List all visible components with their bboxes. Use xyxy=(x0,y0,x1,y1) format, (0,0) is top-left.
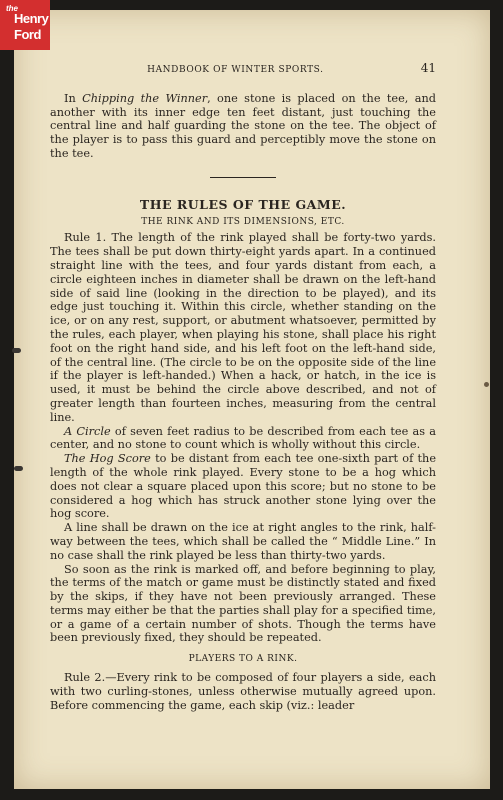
page-content xyxy=(50,62,436,712)
hog-score-paragraph: The Hog Score to be distant from each tee one-sixth part of the length of the whole rink played. Every stone to be a hog which does not clear a square placed upon this score; but no stone to be considered a hog which has struck another stone lying over the hog score. xyxy=(50,452,437,521)
middle-line-paragraph: A line shall be drawn on the ice at right angles to the rink, half-way between the tees, which shall be called the “ Middle Line.” In no case shall the rink played be less than thirty-two yards. xyxy=(50,521,436,562)
intro-paragraph: In Chipping the Winner, one stone is placed on the tee, and another with its inner edge ten feet distant, just touching the central line and half guarding the stone on the tee. The object of the player is to pass this guard and perceptibly move the stone on the tee. xyxy=(50,91,436,160)
subsection-players: PLAYERS TO A RINK. xyxy=(188,654,298,665)
page-number: 41 xyxy=(420,61,436,75)
circle-label: A Circle xyxy=(64,424,111,438)
page-spot xyxy=(484,382,489,387)
subsection-rink: THE RINK AND ITS DIMENSIONS, ETC. xyxy=(141,216,345,227)
rule-1-paragraph: Rule 1. The length of the rink played shall be forty-two yards. The tees shall be put down thirty-eight yards apart. In a continued straight line with the tees, and four yards distant from each, a circle eighteen inches in diameter shall be drawn on the left-hand side of said line (looking in the direction to be played), and its edge just touching it. Within this circle, whether standing on the ice, or on any rest, support, or abutment whatsoever, permitted by the rules, each player, when playing his stone, shall place his right foot on the right hand side, and his left foot on the left-hand side, of the central line. (The circle to be on the opposite side of the line if the player is left-handed.) When a hack, or hatch, in the ice is used, it must be behind the circle above described, and not of greater length than fourteen inches, measuring from the central line. xyxy=(50,231,437,424)
section-divider xyxy=(210,177,276,178)
circle-paragraph: A Circle of seven feet radius to be described from each tee as a center, and no stone to count which is wholly without this circle. xyxy=(50,424,436,452)
section-title: THE RULES OF THE GAME. xyxy=(139,196,347,212)
running-header xyxy=(50,62,436,78)
rule-1-label: Rule 1. xyxy=(64,231,107,245)
binding-mark xyxy=(14,466,23,471)
binding-mark xyxy=(12,348,21,353)
running-title: HANDBOOK OF WINTER SPORTS. xyxy=(147,65,324,75)
rule-2-label: Rule 2. xyxy=(64,671,106,685)
terms-paragraph: So soon as the rink is marked off, and before beginning to play, the terms of the match or game must be distinctly stated and fixed by the skips, if they have not been previously arranged. These terms may either be that the parties shall play for a specified time, or a game of a certain number of shots. Though the terms have been previously fixed, they should be repeated. xyxy=(50,562,436,645)
rule-2-paragraph: Rule 2.—Every rink to be composed of four players a side, each with two curling-stones, unless otherwise mutually agreed upon. Before commencing the game, each skip (viz.: leader xyxy=(50,671,436,712)
hog-score-label: The Hog Score xyxy=(64,452,151,466)
intro-label: Chipping the Winner xyxy=(82,91,208,105)
henry-ford-logo: the Henry Ford xyxy=(0,0,50,50)
